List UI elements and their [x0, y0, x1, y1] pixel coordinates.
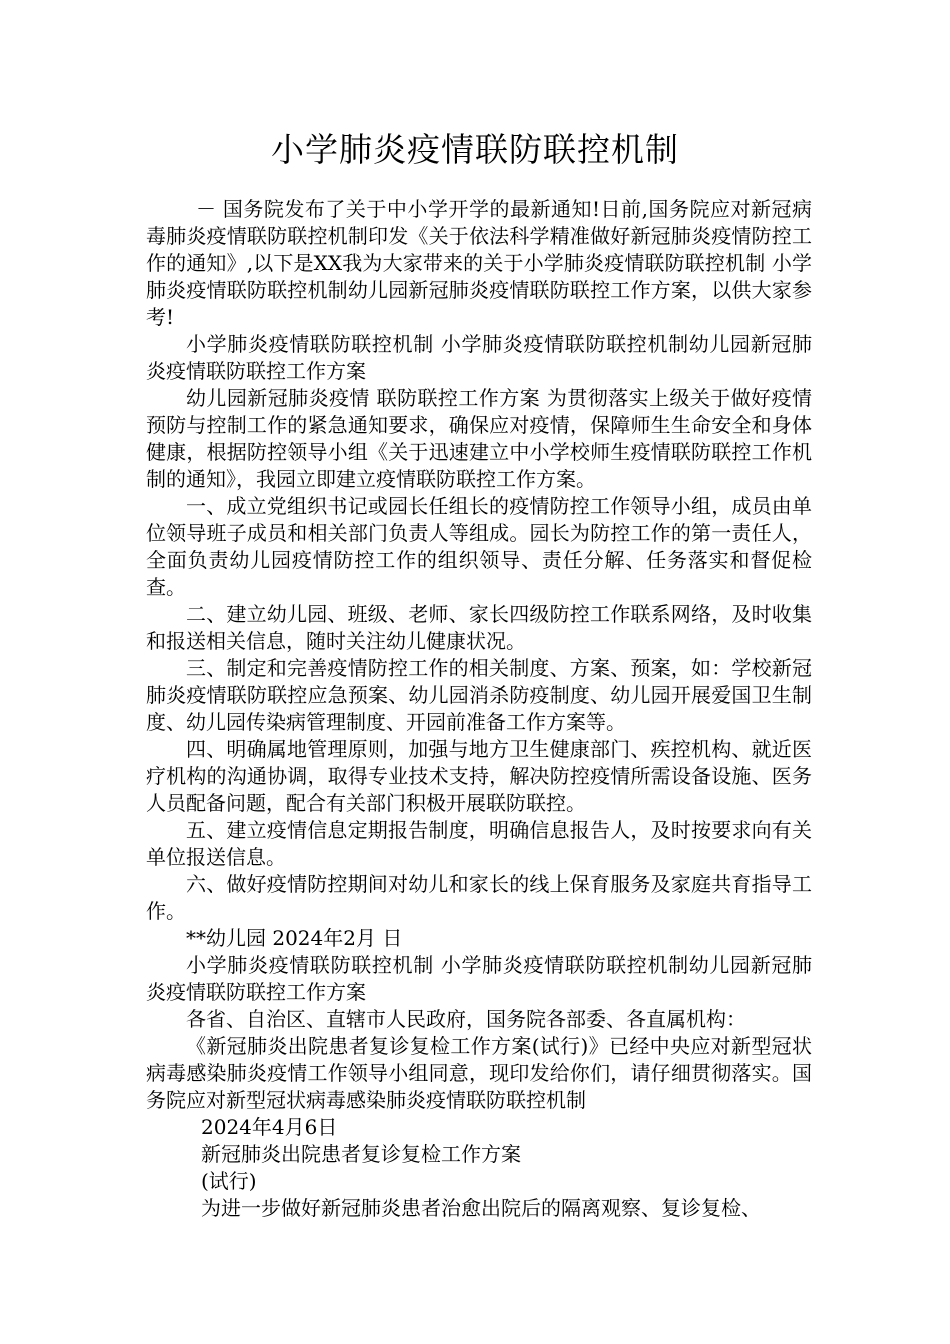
notice-paragraph: 《新冠肺炎出院患者复诊复检工作方案(试行)》已经中央应对新型冠状病毒感染肺炎疫情工作领导小组同意，现印发给你们，请仔细贯彻落实。国务院应对新型冠状病毒感染肺炎疫情联防联控机制 [146, 1034, 812, 1112]
heading-paragraph: 小学肺炎疫情联防联控机制 小学肺炎疫情联防联控机制幼儿园新冠肺炎疫情联防联控工作方案 [146, 332, 812, 383]
item-two-paragraph: 二、建立幼儿园、班级、老师、家长四级防控工作联系网络，及时收集和报送相关信息，随时关注幼儿健康状况。 [146, 602, 812, 653]
item-five-paragraph: 五、建立疫情信息定期报告制度，明确信息报告人，及时按要求向有关单位报送信息。 [146, 818, 812, 869]
document-body [146, 196, 812, 1222]
intro-paragraph: － 国务院发布了关于中小学开学的最新通知!日前,国务院应对新冠病毒肺炎疫情联防联控机制印发《关于依法科学精准做好新冠肺炎疫情防控工作的通知》,以下是XX我为大家带来的关于小学肺炎疫情联防联控机制 小学肺炎疫情联防联控机制幼儿园新冠肺炎疫情联防联控工作方案，以供大家参考! [146, 197, 812, 329]
document-title: 小学肺炎疫情联防联控机制 [271, 130, 679, 169]
item-four-paragraph: 四、明确属地管理原则，加强与地方卫生健康部门、疾控机构、就近医疗机构的沟通协调，取得专业技术支持，解决防控疫情所需设备设施、医务人员配备问题，配合有关部门积极开展联防联控。 [146, 737, 812, 815]
salutation-paragraph: 各省、自治区、直辖市人民政府，国务院各部委、各直属机构： [186, 1007, 746, 1031]
item-six-paragraph: 六、做好疫情防控期间对幼儿和家长的线上保育服务及家庭共育指导工作。 [146, 872, 812, 923]
trial-label-line: (试行) [201, 1169, 257, 1193]
plan-title-line: 新冠肺炎出院患者复诊复检工作方案 [201, 1142, 521, 1166]
purpose-paragraph: 为进一步做好新冠肺炎患者治愈出院后的隔离观察、复诊复检、 [201, 1196, 761, 1220]
item-one-paragraph: 一、成立党组织书记或园长任组长的疫情防控工作领导小组，成员由单位领导班子成员和相关部门负责人等组成。园长为防控工作的第一责任人，全面负责幼儿园疫情防控工作的组织领导、责任分解、任务落实和督促检查。 [146, 494, 812, 599]
heading-paragraph-repeat: 小学肺炎疫情联防联控机制 小学肺炎疫情联防联控机制幼儿园新冠肺炎疫情联防联控工作方案 [146, 953, 812, 1004]
signature-line: **幼儿园 2024年2月 日 [186, 926, 403, 950]
plan-intro-paragraph: 幼儿园新冠肺炎疫情 联防联控工作方案 为贯彻落实上级关于做好疫情预防与控制工作的紧急通知要求，确保应对疫情，保障师生生命安全和身体健康，根据防控领导小组《关于迅速建立中小学校师生疫情联防联控工作机制的通知》，我园立即建立疫情联防联控工作方案。 [146, 386, 812, 491]
item-three-paragraph: 三、制定和完善疫情防控工作的相关制度、方案、预案，如：学校新冠肺炎疫情联防联控应急预案、幼儿园消杀防疫制度、幼儿园开展爱国卫生制度、幼儿园传染病管理制度、开园前准备工作方案等。 [146, 656, 812, 734]
date-line: 2024年4月6日 [201, 1115, 338, 1139]
